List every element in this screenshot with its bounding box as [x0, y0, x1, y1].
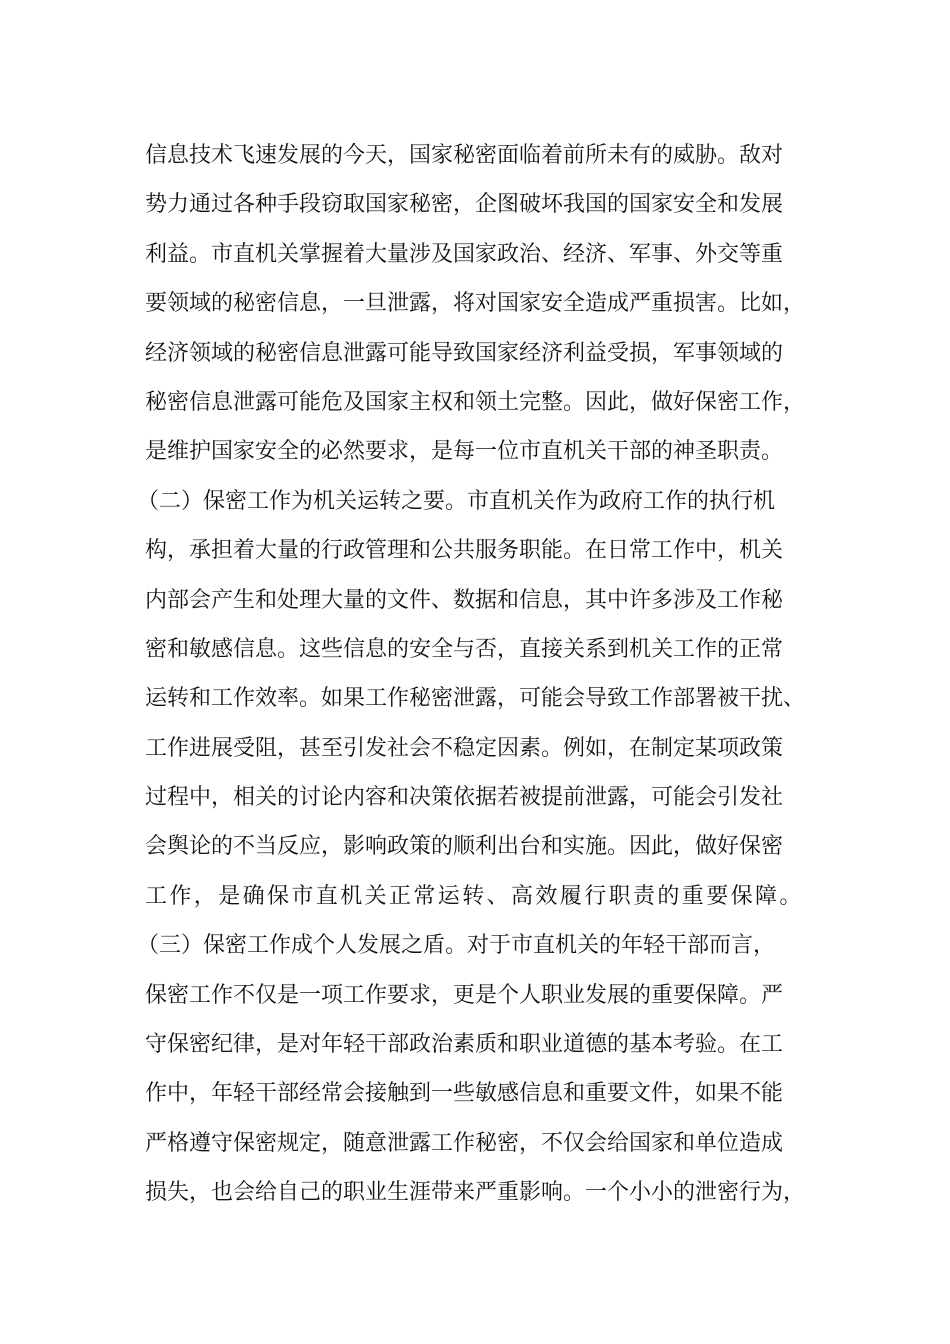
text-line: 过程中，相关的讨论内容和决策依据若被提前泄露，可能会引发社	[145, 785, 784, 811]
text-line: 严格遵守保密规定，随意泄露工作秘密，不仅会给国家和单位造成	[145, 1130, 784, 1156]
text-line: 工作，是确保市直机关正常运转、高效履行职责的重要保障。	[145, 883, 804, 909]
text-line: 要领域的秘密信息，一旦泄露，将对国家安全造成严重损害。比如，	[145, 291, 806, 317]
text-line: 利益。市直机关掌握着大量涉及国家政治、经济、军事、外交等重	[145, 241, 784, 267]
text-line: 信息技术飞速发展的今天，国家秘密面临着前所未有的威胁。敌对	[145, 143, 784, 168]
text-line: 内部会产生和处理大量的文件、数据和信息，其中许多涉及工作秘	[145, 587, 784, 613]
section-heading-line: （二）保密工作为机关运转之要。市直机关作为政府工作的执行机	[137, 488, 776, 514]
text-line: 损失，也会给自己的职业生涯带来严重影响。一个小小的泄密行为，	[145, 1180, 806, 1206]
text-line: 经济领域的秘密信息泄露可能导致国家经济利益受损，军事领域的	[145, 340, 784, 366]
body-text	[137, 131, 825, 1218]
text-line: 构，承担着大量的行政管理和公共服务职能。在日常工作中，机关	[145, 538, 784, 564]
text-line: 运转和工作效率。如果工作秘密泄露，可能会导致工作部署被干扰、	[145, 686, 806, 712]
text-line: 作中，年轻干部经常会接触到一些敏感信息和重要文件，如果不能	[145, 1081, 784, 1107]
text-line: 密和敏感信息。这些信息的安全与否，直接关系到机关工作的正常	[145, 636, 784, 662]
text-line: 秘密信息泄露可能危及国家主权和领土完整。因此，做好保密工作，	[145, 389, 806, 415]
text-line: 是维护国家安全的必然要求，是每一位市直机关干部的神圣职责。	[145, 439, 784, 465]
text-line: 保密工作不仅是一项工作要求，更是个人职业发展的重要保障。严	[145, 982, 784, 1008]
text-line: 守保密纪律，是对年轻干部政治素质和职业道德的基本考验。在工	[145, 1032, 784, 1058]
text-line: 会舆论的不当反应，影响政策的顺利出台和实施。因此，做好保密	[145, 834, 784, 860]
text-line: 势力通过各种手段窃取国家秘密，企图破坏我国的国家安全和发展	[145, 192, 784, 218]
text-line: 工作进展受阻，甚至引发社会不稳定因素。例如，在制定某项政策	[145, 735, 784, 761]
section-heading-line: （三）保密工作成个人发展之盾。对于市直机关的年轻干部而言，	[137, 933, 776, 959]
